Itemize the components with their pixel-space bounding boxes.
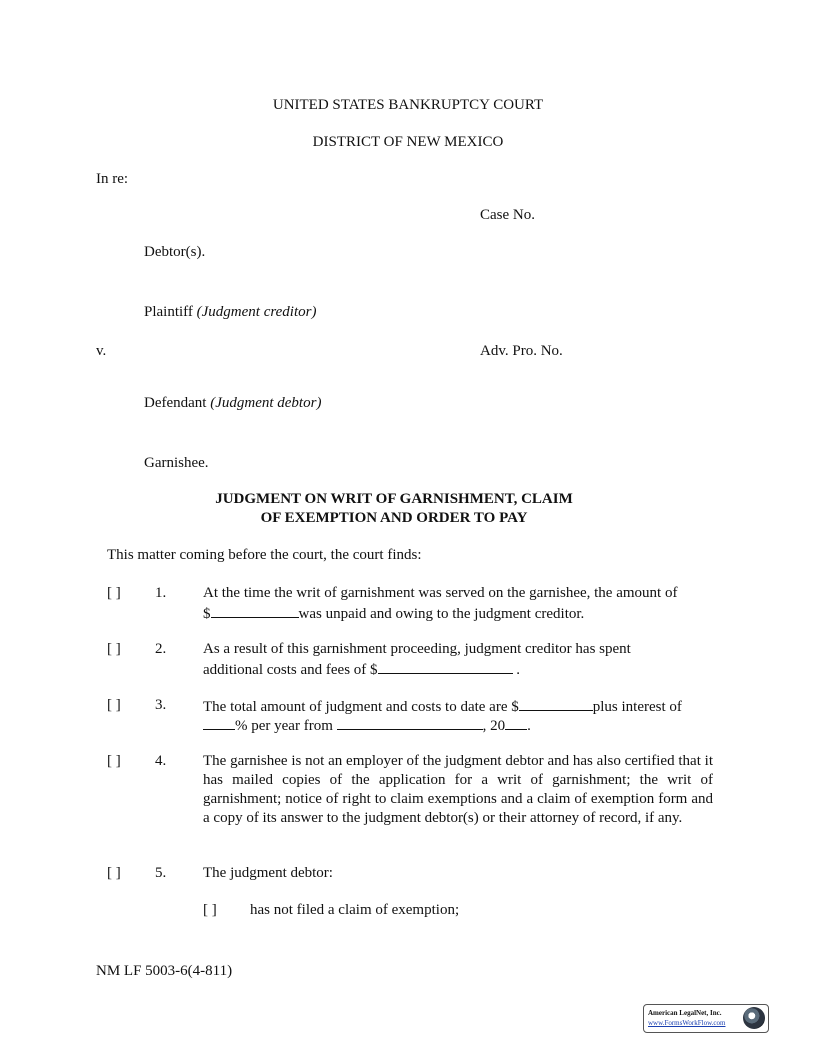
item-5-text: The judgment debtor: xyxy=(203,865,333,881)
item-5-number: 5. xyxy=(155,865,167,881)
item-4-text: The garnishee is not an employer of the judgment debtor and has also certified that it has mailed copies of the application for a writ of garnishment; the writ of garnishment; notice of right to claim exemptions and a claim of exemption form and a copy of its answer to the judgment debtor(s) or their attorney of record, if any. xyxy=(203,753,713,826)
item-3-line-1: The total amount of judgment and costs to date are $ plus interest of xyxy=(203,696,682,716)
item-5-checkbox[interactable]: [ ] xyxy=(107,865,121,881)
case-no-label: Case No. xyxy=(480,207,535,223)
item-3-line-2: % per year from , 20 . xyxy=(203,715,531,735)
item-3-checkbox[interactable]: [ ] xyxy=(107,697,121,713)
defendant-note: (Judgment debtor) xyxy=(210,395,322,411)
title-line-2: OF EXEMPTION AND ORDER TO PAY xyxy=(260,510,528,526)
item-2-line-1: As a result of this garnishment proceeding, judgment creditor has spent xyxy=(203,641,631,657)
defendant-label: Defendant xyxy=(144,395,207,411)
title-line-1: JUDGMENT ON WRIT OF GARNISHMENT, CLAIM xyxy=(215,491,573,507)
adv-pro-no-label: Adv. Pro. No. xyxy=(480,343,563,359)
plaintiff-note: (Judgment creditor) xyxy=(196,304,317,320)
garnishee-label: Garnishee. xyxy=(144,455,209,471)
logo-disc-icon xyxy=(743,1007,765,1029)
item-2-number: 2. xyxy=(155,641,167,657)
item-3-number: 3. xyxy=(155,697,167,713)
item-1-line-2: $ was unpaid and owing to the judgment creditor. xyxy=(203,603,584,623)
in-re-label: In re: xyxy=(96,171,129,187)
interest-rate-blank[interactable] xyxy=(203,715,235,730)
defendant-line xyxy=(144,394,321,412)
plaintiff-label: Plaintiff xyxy=(144,304,193,320)
plaintiff-line xyxy=(144,303,316,321)
logo-company-name: American LegalNet, Inc. xyxy=(648,1009,722,1017)
logo-website-link[interactable]: www.FormsWorkFlow.com xyxy=(648,1019,726,1027)
item-1-line-1: At the time the writ of garnishment was served on the garnishee, the amount of xyxy=(203,585,678,601)
subitem-checkbox[interactable]: [ ] xyxy=(203,902,217,918)
item-1-number: 1. xyxy=(155,585,167,601)
costs-fees-blank[interactable] xyxy=(378,659,513,674)
intro-text: This matter coming before the court, the court finds: xyxy=(107,547,422,563)
item-4-number: 4. xyxy=(155,753,167,769)
debtor-label: Debtor(s). xyxy=(144,244,206,260)
publisher-logo xyxy=(643,1004,769,1033)
total-amount-blank[interactable] xyxy=(519,696,593,711)
item-2-checkbox[interactable]: [ ] xyxy=(107,641,121,657)
versus-label: v. xyxy=(96,343,107,359)
form-id: NM LF 5003-6(4-811) xyxy=(96,963,233,979)
court-name: UNITED STATES BANKRUPTCY COURT xyxy=(272,97,544,113)
interest-year-blank[interactable] xyxy=(505,715,527,730)
district-name: DISTRICT OF NEW MEXICO xyxy=(312,134,504,150)
subitem-text: has not filed a claim of exemption; xyxy=(250,902,460,918)
amount-unpaid-blank[interactable] xyxy=(211,603,299,618)
item-2-line-2: additional costs and fees of $ . xyxy=(203,659,520,679)
item-1-checkbox[interactable]: [ ] xyxy=(107,585,121,601)
item-4-checkbox[interactable]: [ ] xyxy=(107,753,121,769)
interest-date-blank[interactable] xyxy=(337,715,483,730)
